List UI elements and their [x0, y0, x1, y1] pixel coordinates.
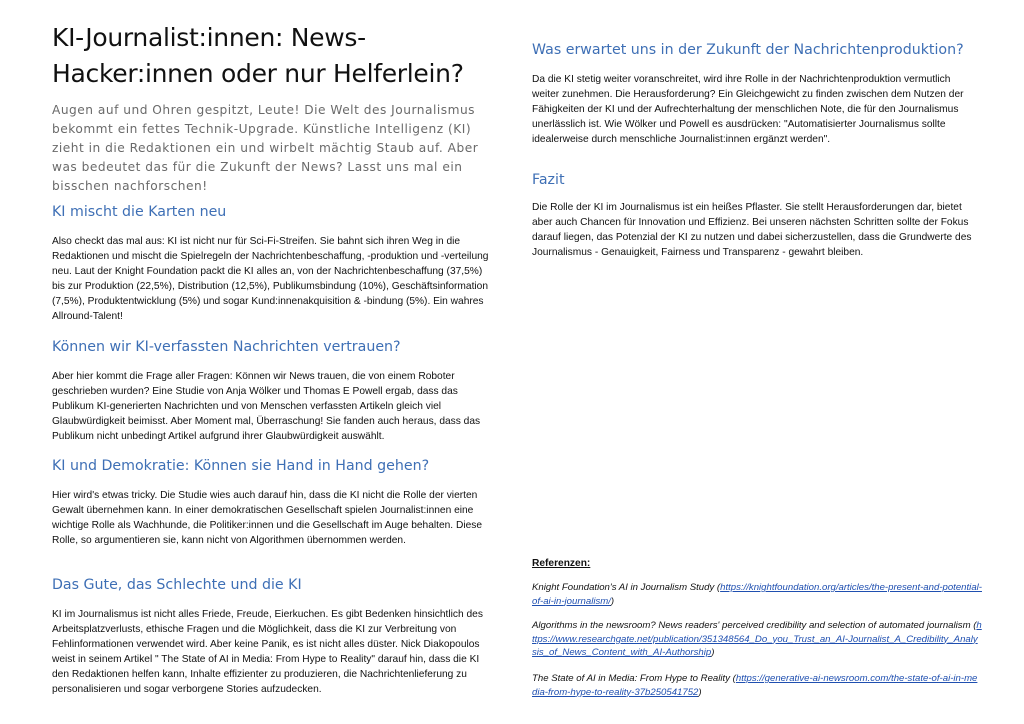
- section-heading-fazit: Fazit: [532, 172, 565, 188]
- section-heading-demokratie: KI und Demokratie: Können sie Hand in Hand gehen?: [52, 458, 430, 474]
- reference-close: ): [610, 595, 615, 607]
- reference-close: ): [711, 647, 715, 658]
- reference-link[interactable]: https://knightfoundation.org/articles/the-present-and-potential-of-ai-in-journalism/: [532, 582, 982, 607]
- section-heading-gute-schlechte: Das Gute, das Schlechte und die KI: [52, 577, 302, 593]
- section-heading-vertrauen: Können wir KI-verfassten Nachrichten vertrauen?: [52, 339, 401, 355]
- reference-link[interactable]: https://www.researchgate.net/publication/351348564_Do_you_Trust_an_AI-Journalist_A_Credibility_Analysis_of_News_Content_with_AI-Authorship: [532, 620, 982, 658]
- section-body-fazit: Die Rolle der KI im Journalismus ist ein heißes Pflaster. Sie stellt Herausforderungen dar, bietet aber auch Chancen für Innovation und Effizienz. Bei unseren nächsten Schritten sollte der Fokus darauf liegen, das Potenzial der KI zu nutzen und dabei sicherzustellen, dass die Grundwerte des Journalismus - Genauigkeit, Fairness und Transparenz - gewahrt bleiben.: [532, 202, 972, 258]
- reference-item: [532, 619, 982, 660]
- reference-text: The State of AI in Media: From Hype to Reality (: [532, 673, 736, 684]
- section-heading-zukunft: Was erwartet uns in der Zukunft der Nachrichtenproduktion?: [532, 42, 964, 58]
- reference-link[interactable]: https://generative-ai-newsroom.com/the-state-of-ai-in-media-from-hype-to-reality-37b250541752: [532, 673, 978, 698]
- reference-item: [532, 581, 982, 608]
- section-heading-karten: KI mischt die Karten neu: [52, 204, 227, 220]
- section-body-demokratie: Hier wird's etwas tricky. Die Studie wies auch darauf hin, dass die KI nicht die Rolle der vierten Gewalt übernehmen kann. In einer demokratischen Gesellschaft spielen Journalist:innen eine wichtige Rolle als Wachhunde, die Politiker:innen und die Gesellschaft im Auge behalten. Diese Rolle, so argumentieren sie, kann nicht von Algorithmen übernommen werden.: [52, 490, 483, 546]
- reference-close: ): [698, 686, 702, 698]
- section-body-gute-schlechte: KI im Journalismus ist nicht alles Friede, Freude, Eierkuchen. Es gibt Bedenken hinsichtlich des Arbeitsplatzverlusts, ethische Fragen und die Möglichkeit, dass die KI zur Verbreitung von Fehlinformationen verwendet wird. Aber keine Panik, es ist nicht alles düster. Nick Diakopoulos weist in seinem Artikel " The State of AI in Media: From Hype to Reality" darauf hin, dass die KI den Redaktionen helfen kann, Inhalte effizienter zu produzieren, die Nachrichtenlieferung zu personalisieren und sogar verborgene Stories aufzudecken.: [52, 609, 483, 695]
- references-title: Referenzen:: [532, 558, 591, 569]
- reference-text: Algorithms in the newsroom? News readers' perceived credibility and selection of automated journalism (: [532, 620, 977, 631]
- section-body-karten: Also checkt das mal aus: KI ist nicht nur für Sci-Fi-Streifen. Sie bahnt sich ihren Weg in die Redaktionen und mischt die Spielregeln der Nachrichtenbeschaffung, -produktion und -verteilung neu. Laut der Knight Foundation packt die KI alles an, von der Nachrichtenbeschaffung (37,5%) bis zur Produktion (22,5%), Distribution (12,5%), Publikumsbindung (10%), Geschäftsinformation (7,5%), Produktentwicklung (5%) und sogar Kund:innenakquisition & -bindung (5%). Ein wahres Allround-Talent!: [52, 236, 489, 322]
- reference-item: [532, 672, 982, 699]
- reference-text: Knight Foundation's AI in Journalism Study (: [532, 582, 721, 593]
- section-body-zukunft: Da die KI stetig weiter voranschreitet, wird ihre Rolle in der Nachrichtenproduktion vermutlich weiter zunehmen. Die Herausforderung? Ein Gleichgewicht zu finden zwischen dem Nutzen der Fähigkeiten der KI und der Aufrechterhaltung der menschlichen Note, die für den Journalismus unerlässlich ist. Wie Wölker und Powell es ausdrücken: "Automatisierter Journalismus sollte idealerweise durch menschliche Journalist:innen ergänzt werden".: [532, 74, 964, 145]
- page-title: KI-Journalist:innen: News-Hacker:innen oder nur Helferlein?: [52, 23, 464, 88]
- section-body-vertrauen: Aber hier kommt die Frage aller Fragen: Können wir News trauen, die von einem Roboter geschrieben wurden? Eine Studie von Anja Wölker und Thomas E Powell ergab, dass das Publikum KI-generierten Nachrichten und von Menschen verfassten Artikeln gleich viel Glaubwürdigkeit beimisst. Aber Moment mal, Überraschung! Sie fanden auch heraus, dass das Publikum nicht unbedingt Artikel aufgrund ihrer Glaubwürdigkeit auswählt.: [52, 371, 481, 442]
- intro-paragraph: Augen auf und Ohren gespitzt, Leute! Die Welt des Journalismus bekommt ein fettes Technik-Upgrade. Künstliche Intelligenz (KI) zieht in die Redaktionen ein und wirbelt mächtig Staub auf. Aber was bedeutet das für die Zukunft der News? Lasst uns mal ein bisschen nachforschen!: [52, 103, 479, 193]
